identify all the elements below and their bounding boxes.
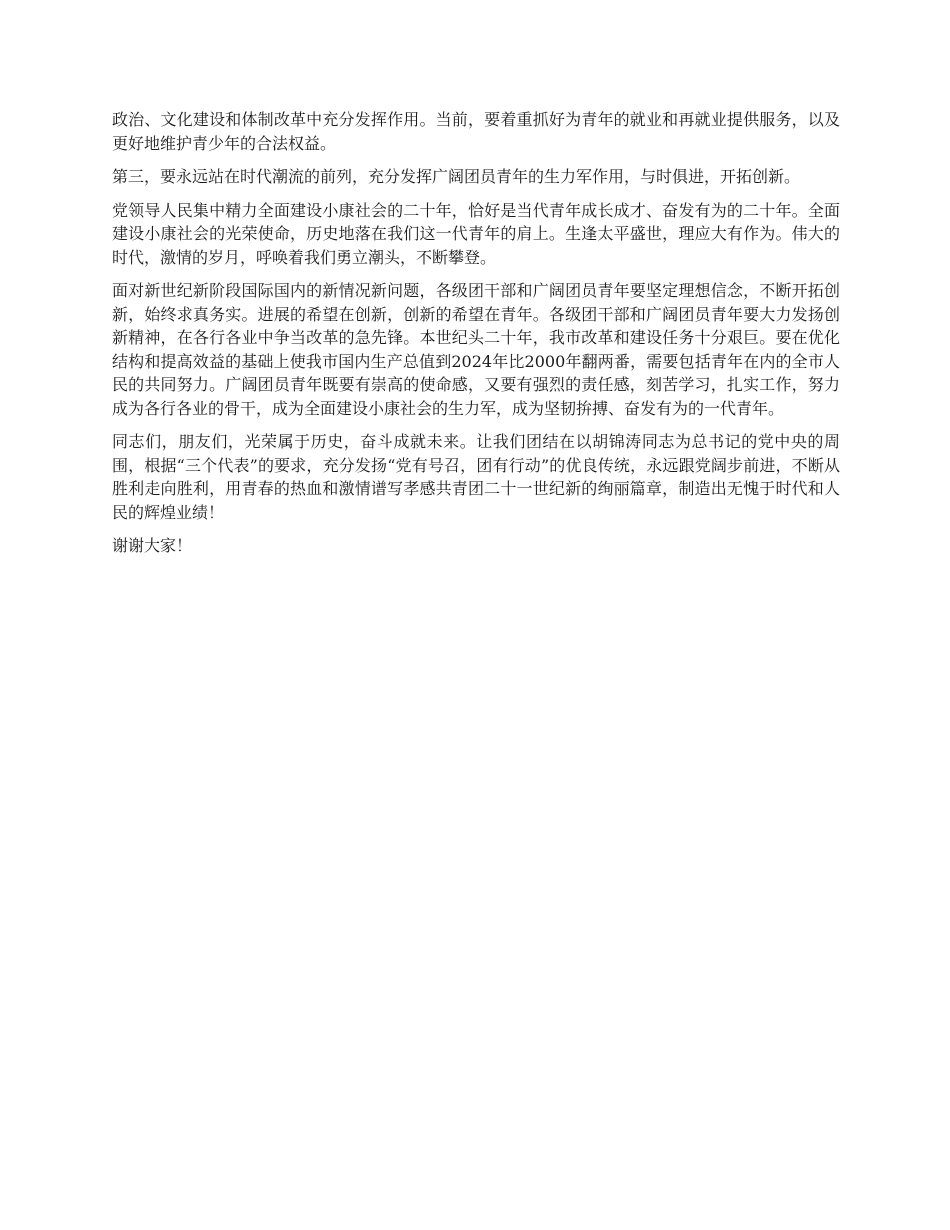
paragraph-twenty-years: 党领导人民集中精力全面建设小康社会的二十年，恰好是当代青年成长成才、奋发有为的二十年。全面建设小康社会的光荣使命，历史地落在我们这一代青年的肩上。生逢太平盛世，理应大有作为。伟大的时代，激情的岁月，呼唤着我们勇立潮头，不断攀登。 xyxy=(112,200,840,267)
paragraph-third-point: 第三，要永远站在时代潮流的前列，充分发挥广阔团员青年的生力军作用，与时俱进，开拓创新。 xyxy=(112,167,801,186)
paragraph-employment: 政治、文化建设和体制改革中充分发挥作用。当前，要着重抓好为青年的就业和再就业提供服务，以及更好地维护青少年的合法权益。 xyxy=(112,110,840,153)
paragraph-thanks: 谢谢大家！ xyxy=(112,536,193,555)
paragraph-innovation: 面对新世纪新阶段国际国内的新情况新问题，各级团干部和广阔团员青年要坚定理想信念，不断开拓创新，始终求真务实。进展的希望在创新，创新的希望在青年。各级团干部和广阔团员青年要大力发扬创新精神，在各行各业中争当改革的急先锋。本世纪头二十年，我市改革和建设任务十分艰巨。要在优化结构和提高效益的基础上使我市国内生产总值到2024年比2000年翻两番，需要包括青年在内的全市人民的共同努力。广阔团员青年既要有崇高的使命感，又要有强烈的责任感，刻苦学习，扎实工作，努力成为各行各业的骨干，成为全面建设小康社会的生力军，成为坚韧拚搏、奋发有为的一代青年。 xyxy=(112,281,840,418)
paragraph-closing: 同志们，朋友们，光荣属于历史，奋斗成就未来。让我们团结在以胡锦涛同志为总书记的党中央的周围，根据“三个代表”的要求，充分发扬“党有号召，团有行动”的优良传统，永远跟党阔步前进，不断从胜利走向胜利，用青春的热血和激情谱写孝感共青团二十一世纪新的绚丽篇章，制造出无愧于时代和人民的辉煌业绩！ xyxy=(112,432,840,522)
document-page xyxy=(112,108,840,568)
